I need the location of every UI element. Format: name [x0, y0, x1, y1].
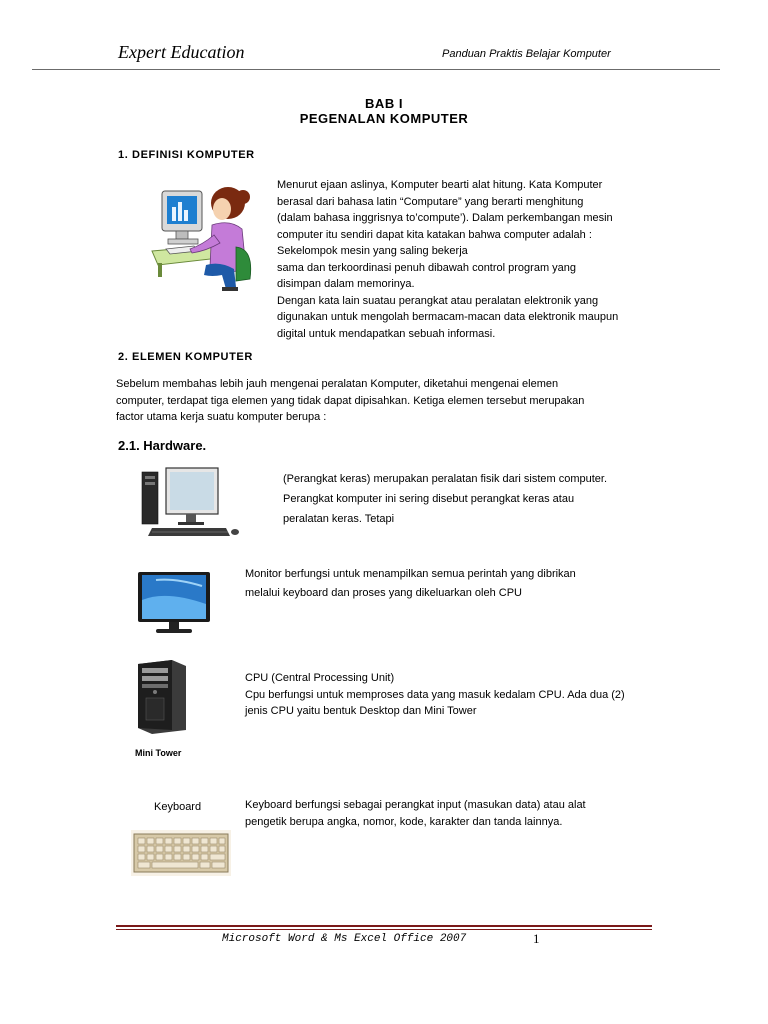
monitor-paragraph: Monitor berfungsi untuk menampilkan semua perintah yang dibrikan melalui keyboard dan proses yang dikeluarkan oleh CPU	[245, 568, 576, 599]
keyboard-image	[131, 830, 231, 876]
footer-text: Microsoft Word & Ms Excel Office 2007	[222, 933, 467, 945]
footer-divider-thick	[116, 925, 652, 927]
cpu-tower-image	[136, 658, 188, 734]
chapter-number: BAB I	[365, 96, 403, 111]
page-number: 1	[533, 931, 540, 946]
cpu-paragraph: CPU (Central Processing Unit) Cpu berfungsi untuk memproses data yang masuk kedalam CPU. Ada dua (2) jenis CPU yaitu bentuk Desktop dan Mini Tower	[245, 672, 625, 717]
woman-at-computer-illustration	[150, 183, 254, 293]
footer-divider-thin	[116, 929, 652, 930]
monitor-image	[136, 570, 212, 636]
header-brand: Expert Education	[118, 42, 245, 62]
keyboard-paragraph: Keyboard berfungsi sebagai perangkat input (masukan data) atau alat pengetik berupa angka, nomor, kode, karakter dan tanda lainnya.	[245, 799, 586, 828]
elemen-paragraph: Sebelum membahas lebih jauh mengenai peralatan Komputer, diketahui mengenai elemen computer, terdapat tiga elemen yang tidak dapat dipisahkan. Ketiga elemen tersebut merupakan factor utama kerja suatu komputer berupa :	[116, 378, 585, 423]
desktop-computer-image	[138, 466, 242, 540]
header-guide-title: Panduan Praktis Belajar Komputer	[442, 48, 611, 60]
keyboard-caption: Keyboard	[154, 801, 202, 813]
section-elemen-title: 2. ELEMEN KOMPUTER	[118, 351, 253, 363]
header-divider	[32, 69, 720, 70]
section-definisi-title: 1. DEFINISI KOMPUTER	[118, 149, 255, 161]
hardware-paragraph: (Perangkat keras) merupakan peralatan fisik dari sistem computer. Perangkat komputer ini sering disebut perangkat keras atau peralatan keras. Tetapi	[283, 473, 608, 525]
hardware-subtitle: 2.1. Hardware.	[118, 438, 207, 453]
mini-tower-caption: Mini Tower	[135, 748, 182, 758]
definisi-paragraph: Menurut ejaan aslinya, Komputer bearti alat hitung. Kata Komputer berasal dari bahasa latin “Computare” yang berarti menghitung (dalam bahasa inggrisnya to’compute’). Dalam perkembangan mesin computer itu sendiri dapat kita katakan bahwa computer adalah : Sekelompok mesin yang saling bekerja sama dan terkoordinasi penuh dibawah control program yang disimpan dalam memorinya. Dengan kata lain suatau perangkat atau peralatan elektronik yang digunakan untuk mengolah bermacam-macan data elektronik maupun digital untuk mendapatkan sebuah informasi.	[277, 179, 619, 340]
chapter-title: PEGENALAN KOMPUTER	[299, 111, 469, 126]
